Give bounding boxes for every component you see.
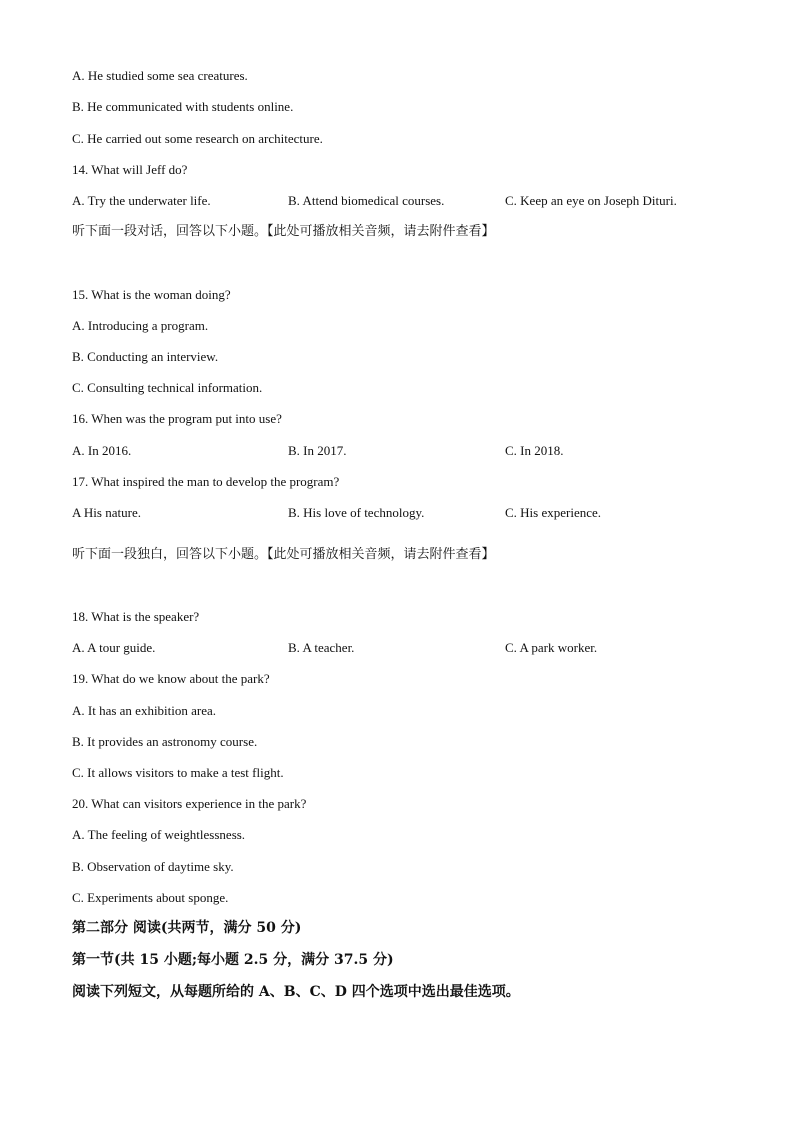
q18-option-c: C. A park worker.	[505, 640, 598, 655]
q19-option-b: B. It provides an astronomy course.	[72, 734, 258, 749]
q20-option-b: B. Observation of daytime sky.	[72, 859, 234, 874]
q17-option-a: A His nature.	[72, 505, 141, 520]
q19-question: 19. What do we know about the park?	[72, 671, 270, 686]
part2-title: 第二部分 阅读(共两节，满分 50 分)	[72, 920, 302, 936]
reading-instruction: 阅读下列短文，从每题所给的 A、B、C、D 四个选项中选出最佳选项。	[72, 984, 520, 1000]
q18-question: 18. What is the speaker?	[72, 609, 200, 624]
q15-question: 15. What is the woman doing?	[72, 287, 231, 302]
q13-option-b: B. He communicated with students online.	[72, 99, 294, 114]
q14-option-b: B. Attend biomedical courses.	[288, 193, 445, 208]
q13-option-a: A. He studied some sea creatures.	[72, 68, 248, 83]
q14-question: 14. What will Jeff do?	[72, 162, 188, 177]
q17-option-b: B. His love of technology.	[288, 505, 425, 520]
q19-option-c: C. It allows visitors to make a test flight.	[72, 765, 284, 780]
q16-option-b: B. In 2017.	[288, 443, 347, 458]
q14-option-c: C. Keep an eye on Joseph Dituri.	[505, 193, 677, 208]
q15-option-a: A. Introducing a program.	[72, 318, 209, 333]
section1-title: 第一节(共 15 小题;每小题 2.5 分，满分 37.5 分)	[72, 952, 394, 968]
q17-question: 17. What inspired the man to develop the program?	[72, 474, 340, 489]
q16-option-a: A. In 2016.	[72, 443, 132, 458]
q15-option-c: C. Consulting technical information.	[72, 380, 263, 395]
q18-option-a: A. A tour guide.	[72, 640, 156, 655]
q20-question: 20. What can visitors experience in the park?	[72, 796, 307, 811]
monologue-instruction: 听下面一段独白，回答以下小题。【此处可播放相关音频，请去附件查看】	[72, 547, 495, 562]
q20-option-c: C. Experiments about sponge.	[72, 890, 229, 905]
q16-question: 16. When was the program put into use?	[72, 411, 282, 426]
q13-option-c: C. He carried out some research on architecture.	[72, 131, 323, 146]
q14-option-a: A. Try the underwater life.	[72, 193, 211, 208]
q15-option-b: B. Conducting an interview.	[72, 349, 219, 364]
q19-option-a: A. It has an exhibition area.	[72, 703, 217, 718]
dialogue-instruction: 听下面一段对话，回答以下小题。【此处可播放相关音频，请去附件查看】	[72, 224, 495, 239]
q16-option-c: C. In 2018.	[505, 443, 564, 458]
q18-option-b: B. A teacher.	[288, 640, 355, 655]
q20-option-a: A. The feeling of weightlessness.	[72, 827, 246, 842]
q17-option-c: C. His experience.	[505, 505, 602, 520]
